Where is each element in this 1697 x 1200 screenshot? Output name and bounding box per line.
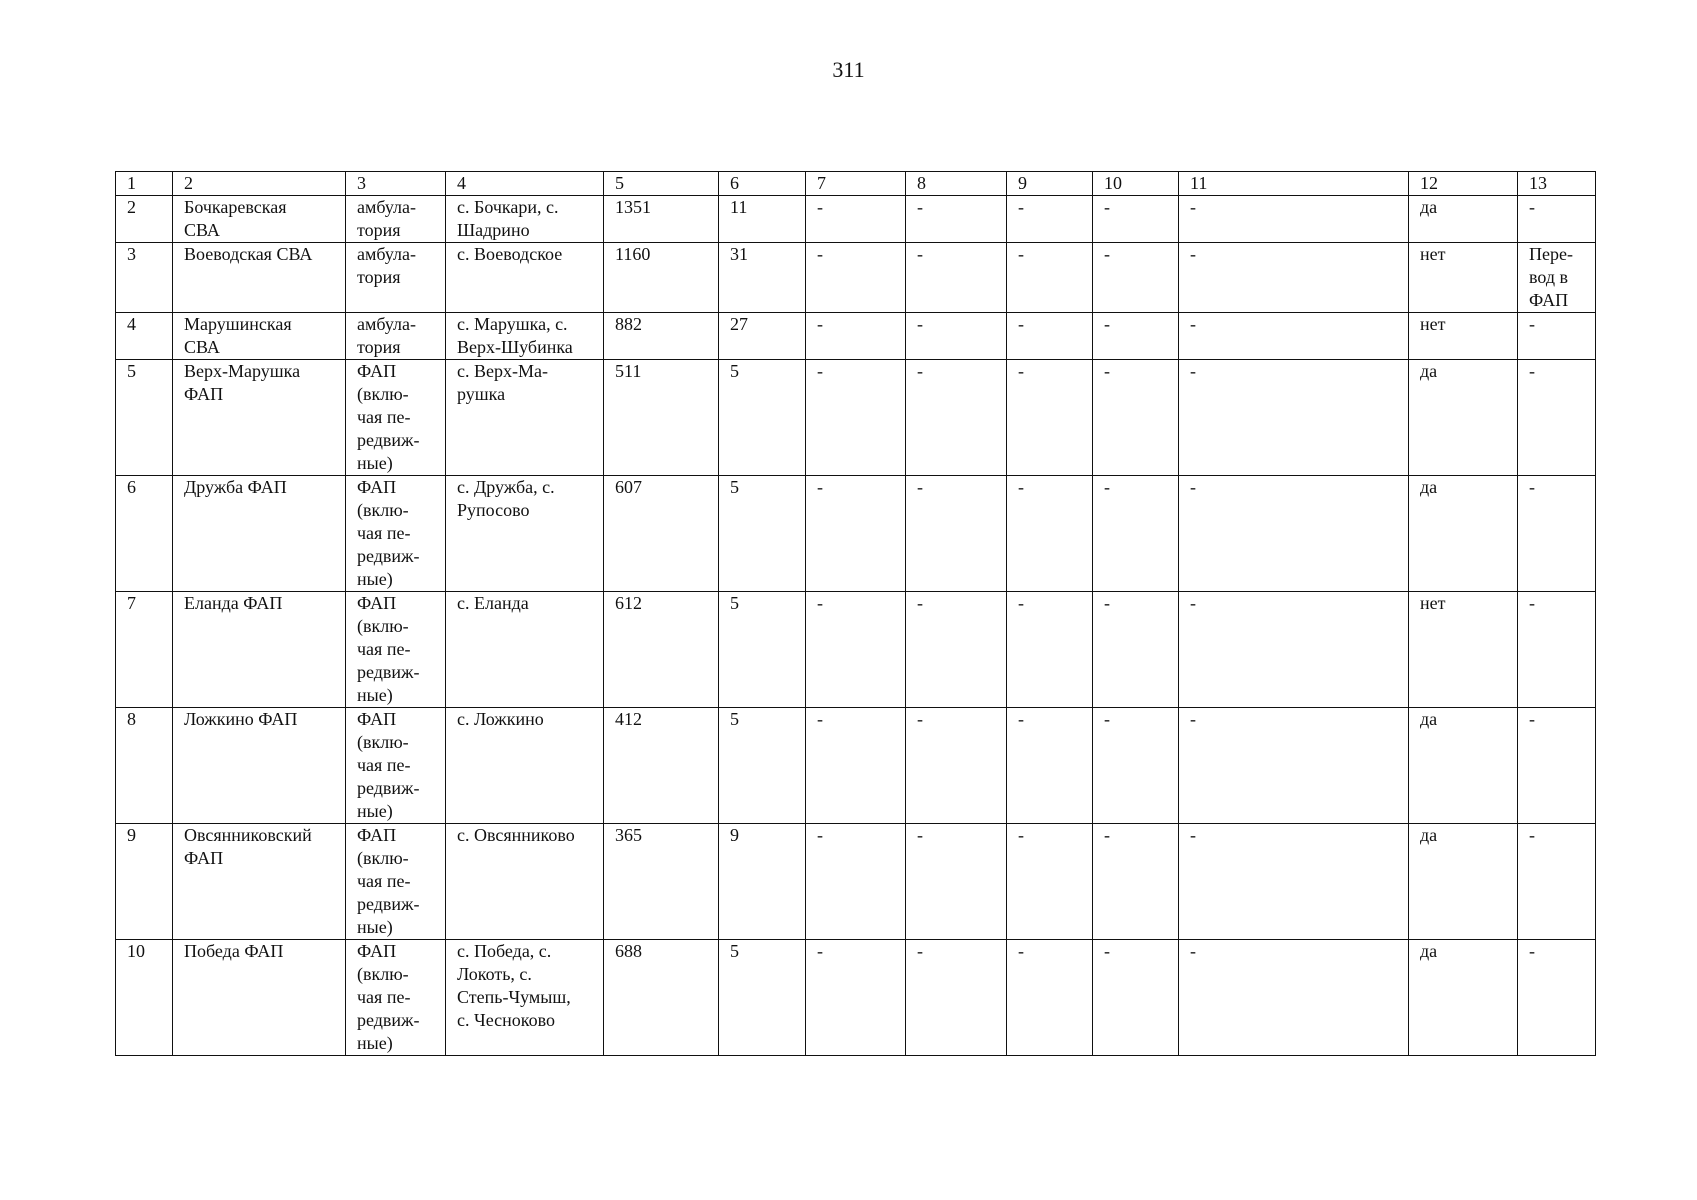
table-cell: 27 [719, 313, 806, 360]
table-cell: 607 [604, 476, 719, 592]
table-cell: 511 [604, 360, 719, 476]
table-cell: 5 [719, 360, 806, 476]
table-cell: - [806, 476, 906, 592]
column-number-cell: 10 [1093, 172, 1179, 196]
table-cell: - [906, 708, 1007, 824]
table-cell: да [1409, 476, 1518, 592]
table-cell: с. Победа, с. Локоть, с. Степь-Чумыш, с. Чесноково [446, 940, 604, 1056]
table-cell: - [906, 940, 1007, 1056]
table-cell: 1351 [604, 196, 719, 243]
table-cell: - [1093, 940, 1179, 1056]
column-number-cell: 5 [604, 172, 719, 196]
data-table [115, 171, 1596, 1056]
table-cell: с. Дружба, с. Рупосово [446, 476, 604, 592]
table-cell: - [1179, 360, 1409, 476]
table-cell: - [806, 243, 906, 313]
table-cell: Победа ФАП [173, 940, 346, 1056]
table-cell: 2 [116, 196, 173, 243]
table-row [116, 476, 1596, 592]
table-row [116, 196, 1596, 243]
table-cell: - [806, 592, 906, 708]
column-number-cell: 7 [806, 172, 906, 196]
table-cell: с. Еланда [446, 592, 604, 708]
table-row [116, 313, 1596, 360]
table-cell: с. Марушка, с. Верх-Шубинка [446, 313, 604, 360]
table-cell: ФАП (вклю- чая пе- редвиж- ные) [346, 940, 446, 1056]
table-cell: - [1179, 592, 1409, 708]
table-cell: - [1007, 196, 1093, 243]
table-cell: с. Бочкари, с. Шадрино [446, 196, 604, 243]
table-cell: Бочкаревская СВА [173, 196, 346, 243]
table-cell: 5 [719, 708, 806, 824]
table-cell: - [1093, 592, 1179, 708]
table-cell: - [1179, 243, 1409, 313]
column-number-cell: 8 [906, 172, 1007, 196]
table-cell: - [1179, 476, 1409, 592]
table-cell: - [1093, 824, 1179, 940]
table-cell: - [806, 708, 906, 824]
table-cell: 5 [719, 592, 806, 708]
table-cell: да [1409, 824, 1518, 940]
table-cell: 5 [719, 476, 806, 592]
table-cell: - [1518, 360, 1596, 476]
table-cell: - [906, 824, 1007, 940]
table-cell: амбула- тория [346, 313, 446, 360]
table-cell: с. Верх-Ма- рушка [446, 360, 604, 476]
table-cell: Еланда ФАП [173, 592, 346, 708]
table-cell: - [806, 313, 906, 360]
table-cell: да [1409, 196, 1518, 243]
table-cell: - [1179, 824, 1409, 940]
table-cell: - [1007, 243, 1093, 313]
table-cell: - [1093, 708, 1179, 824]
table-cell: - [906, 313, 1007, 360]
table-cell: - [906, 196, 1007, 243]
table-cell: ФАП (вклю- чая пе- редвиж- ные) [346, 360, 446, 476]
table-cell: - [1093, 360, 1179, 476]
table-cell: с. Ложкино [446, 708, 604, 824]
table-cell: с. Овсянниково [446, 824, 604, 940]
table-cell: - [1007, 824, 1093, 940]
column-number-cell: 6 [719, 172, 806, 196]
table-cell: - [1007, 360, 1093, 476]
table-row [116, 824, 1596, 940]
table-cell: Дружба ФАП [173, 476, 346, 592]
table-cell: 5 [116, 360, 173, 476]
table-cell: - [906, 243, 1007, 313]
table-cell: ФАП (вклю- чая пе- редвиж- ные) [346, 824, 446, 940]
table-cell: 8 [116, 708, 173, 824]
table-row [116, 243, 1596, 313]
table-cell: амбула- тория [346, 196, 446, 243]
table-cell: - [1007, 708, 1093, 824]
table-cell: Воеводская СВА [173, 243, 346, 313]
table-row [116, 708, 1596, 824]
table-cell: - [806, 196, 906, 243]
page-number: 311 [832, 57, 865, 82]
column-number-cell: 9 [1007, 172, 1093, 196]
table-cell: амбула- тория [346, 243, 446, 313]
table-cell: ФАП (вклю- чая пе- редвиж- ные) [346, 476, 446, 592]
table-cell: - [1007, 592, 1093, 708]
table-cell: - [806, 824, 906, 940]
table-cell: - [1093, 476, 1179, 592]
table-cell: 1160 [604, 243, 719, 313]
table-cell: 882 [604, 313, 719, 360]
table-cell: да [1409, 940, 1518, 1056]
table-cell: 412 [604, 708, 719, 824]
table-cell: - [906, 476, 1007, 592]
table-cell: да [1409, 708, 1518, 824]
table-cell: - [906, 592, 1007, 708]
table-cell: - [1179, 313, 1409, 360]
table-cell: 9 [719, 824, 806, 940]
table-cell: - [906, 360, 1007, 476]
table-row [116, 592, 1596, 708]
table-cell: ФАП (вклю- чая пе- редвиж- ные) [346, 708, 446, 824]
table-cell: нет [1409, 313, 1518, 360]
table-cell: Пере- вод в ФАП [1518, 243, 1596, 313]
column-number-cell: 11 [1179, 172, 1409, 196]
table-cell: нет [1409, 243, 1518, 313]
table-row [116, 360, 1596, 476]
table-cell: 10 [116, 940, 173, 1056]
table-cell: - [1518, 592, 1596, 708]
column-number-cell: 4 [446, 172, 604, 196]
table-cell: да [1409, 360, 1518, 476]
table-cell: - [1518, 313, 1596, 360]
table-cell: - [806, 360, 906, 476]
table-cell: - [1518, 476, 1596, 592]
table-cell: - [1093, 196, 1179, 243]
table-cell: 5 [719, 940, 806, 1056]
table-cell: 9 [116, 824, 173, 940]
table-cell: 4 [116, 313, 173, 360]
column-number-cell: 13 [1518, 172, 1596, 196]
table-header-row [116, 172, 1596, 196]
table-cell: - [1179, 196, 1409, 243]
table-cell: - [1007, 940, 1093, 1056]
column-number-cell: 2 [173, 172, 346, 196]
table-cell: 31 [719, 243, 806, 313]
table-cell: - [806, 940, 906, 1056]
table-cell: с. Воеводское [446, 243, 604, 313]
table-cell: - [1518, 196, 1596, 243]
table-cell: - [1093, 313, 1179, 360]
table-cell: - [1518, 824, 1596, 940]
table-cell: - [1179, 940, 1409, 1056]
table-cell: - [1518, 708, 1596, 824]
table-cell: - [1007, 313, 1093, 360]
table-cell: Верх-Марушка ФАП [173, 360, 346, 476]
table-cell: - [1007, 476, 1093, 592]
table-cell: - [1093, 243, 1179, 313]
column-number-cell: 3 [346, 172, 446, 196]
table-cell: 365 [604, 824, 719, 940]
table-cell: - [1518, 940, 1596, 1056]
table-cell: 7 [116, 592, 173, 708]
table-cell: 688 [604, 940, 719, 1056]
table-cell: Марушинская СВА [173, 313, 346, 360]
table-row [116, 940, 1596, 1056]
table-cell: Овсянниковский ФАП [173, 824, 346, 940]
table-cell: Ложкино ФАП [173, 708, 346, 824]
table-cell: 612 [604, 592, 719, 708]
column-number-cell: 12 [1409, 172, 1518, 196]
table-cell: 3 [116, 243, 173, 313]
table-cell: 11 [719, 196, 806, 243]
table-cell: 6 [116, 476, 173, 592]
column-number-cell: 1 [116, 172, 173, 196]
table-cell: ФАП (вклю- чая пе- редвиж- ные) [346, 592, 446, 708]
table-cell: нет [1409, 592, 1518, 708]
table-cell: - [1179, 708, 1409, 824]
